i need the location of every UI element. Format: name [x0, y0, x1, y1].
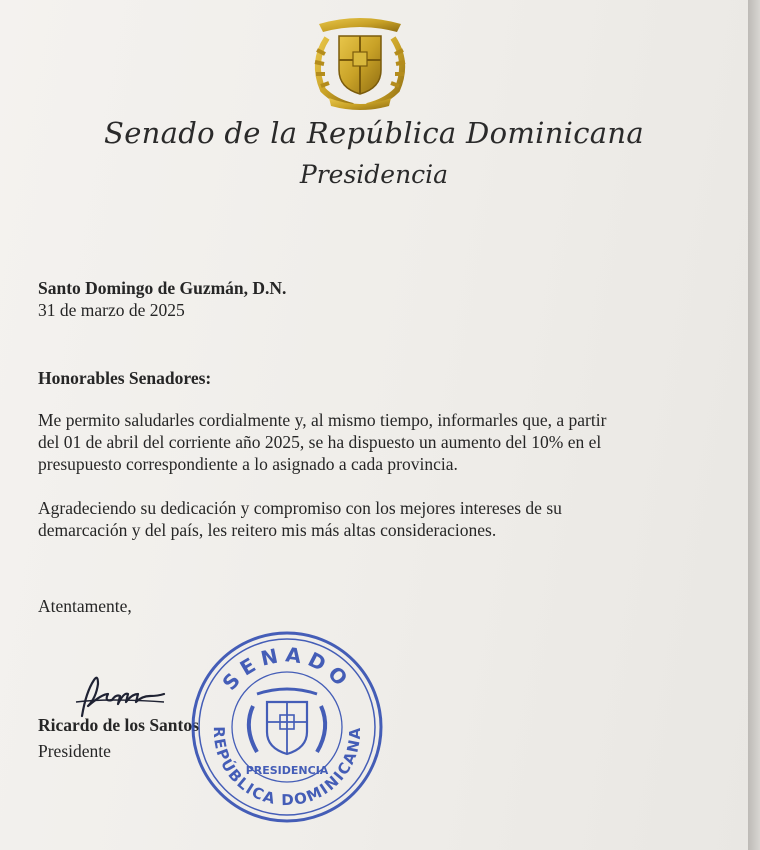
body-paragraph-2-line-1: Agradeciendo su dedicación y compromiso con los mejores intereses de su — [38, 498, 562, 518]
seal-top-text: SENADO — [217, 642, 357, 695]
signatory-name: Ricardo de los Santos — [38, 715, 199, 735]
page-edge-shadow — [748, 0, 760, 850]
body-paragraph-2-line-2: demarcación y del país, les reitero mis más altas consideraciones. — [38, 520, 497, 540]
body-paragraph-1-line-3: presupuesto correspondiente a lo asignado a cada provincia. — [38, 454, 458, 474]
seal-center-text: PRESIDENCIA — [245, 764, 329, 777]
place-line: Santo Domingo de Guzmán, D.N. — [38, 278, 287, 298]
office-name: Presidencia — [299, 160, 449, 189]
closing: Atentamente, — [38, 596, 132, 616]
coat-of-arms-emblem — [305, 10, 415, 112]
signatory-title: Presidente — [38, 741, 111, 761]
senate-seal-stamp — [188, 628, 386, 826]
seal-bottom-text: REPÚBLICA DOMINICANA — [209, 726, 365, 810]
body-paragraph-1-line-1: Me permito saludarles cordialmente y, al mismo tiempo, informarles que, a partir — [38, 410, 607, 430]
salutation: Honorables Senadores: — [38, 368, 212, 388]
svg-text:SENADO — [217, 642, 356, 694]
body-paragraph-1-line-2: del 01 de abril del corriente año 2025, se ha dispuesto un aumento del 10% en el — [38, 432, 602, 452]
handwritten-signature — [68, 672, 168, 720]
institution-name: Senado de la República Dominicana — [104, 116, 644, 150]
date-line: 31 de marzo de 2025 — [38, 300, 185, 320]
